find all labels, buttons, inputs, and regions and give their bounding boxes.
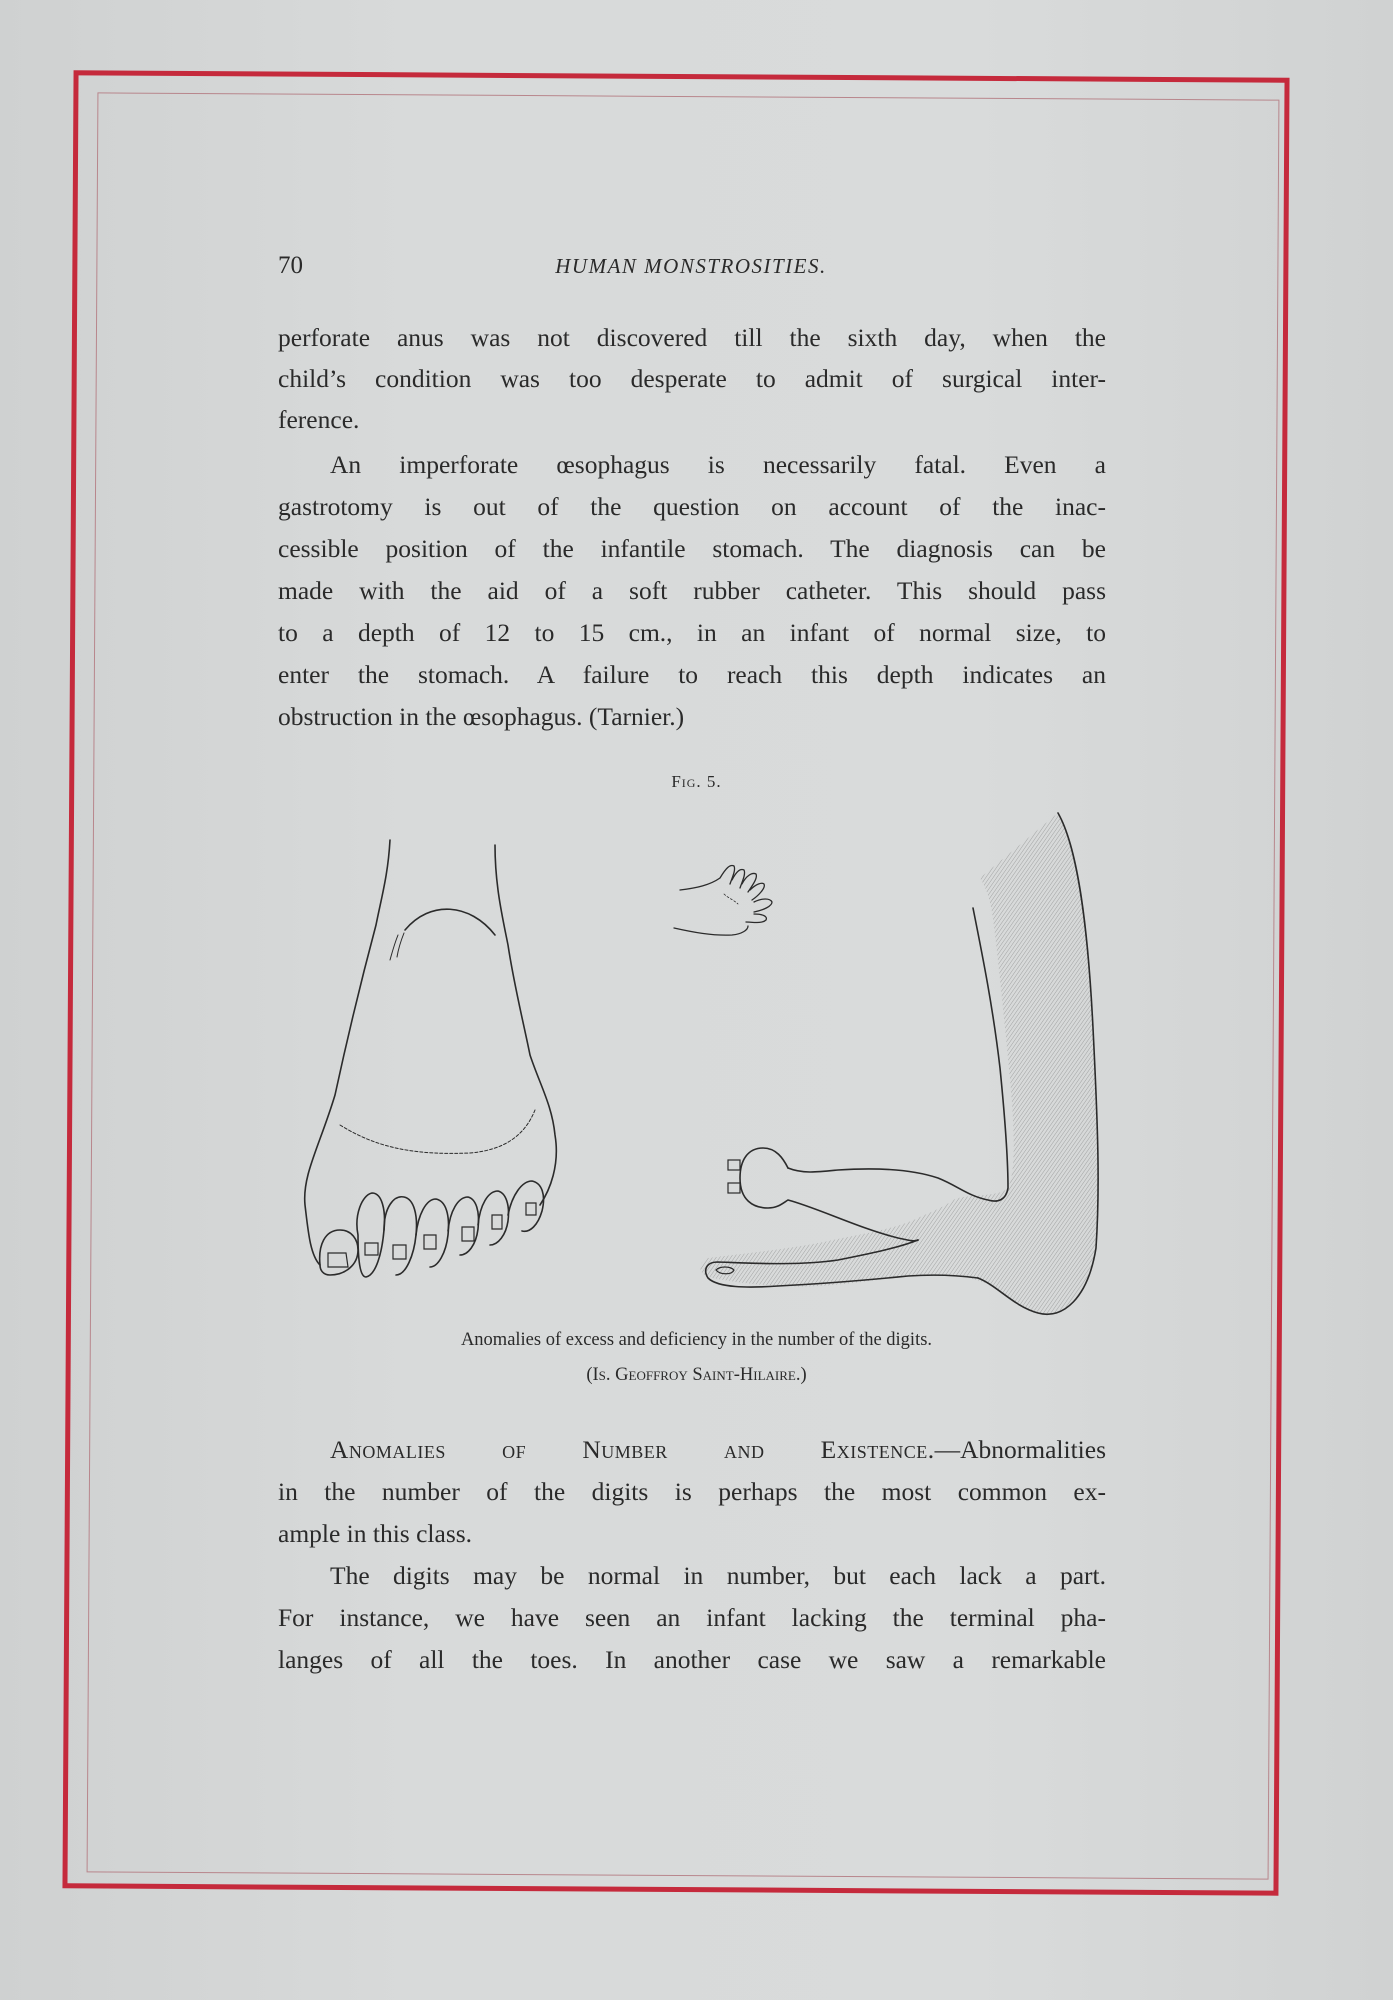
figure-caption-line-1: Anomalies of excess and deficiency in the number of the digits. bbox=[460, 1330, 933, 1350]
text-line: obstruction in the œsophagus. (Tarnier.) bbox=[278, 702, 685, 731]
deficient-limb-drawing bbox=[668, 808, 1108, 1323]
section-heading: Anomalies of Number and Existence. bbox=[330, 1435, 935, 1464]
text-line: child’s condition was too desperate to admit of surgical inter- bbox=[278, 364, 1106, 393]
figure-attribution: (Is. Geoffroy Saint-Hilaire.) bbox=[586, 1365, 807, 1385]
text-line: gastrotomy is out of the question on account of the inac- bbox=[278, 492, 1106, 521]
text-line: enter the stomach. A failure to reach this depth indicates an bbox=[278, 660, 1106, 689]
text-line: in the number of the digits is perhaps the most common ex- bbox=[278, 1477, 1106, 1506]
page-number: 70 bbox=[278, 252, 303, 279]
polydactyl-foot-drawing bbox=[290, 835, 570, 1285]
text-line: to a depth of 12 to 15 cm., in an infant of normal size, to bbox=[278, 618, 1106, 647]
text-line: langes of all the toes. In another case we saw a remarkable bbox=[278, 1645, 1106, 1674]
text-line: The digits may be normal in number, but each lack a part. bbox=[330, 1561, 1106, 1590]
text-line: ample in this class. bbox=[278, 1519, 473, 1548]
running-title: HUMAN MONSTROSITIES. bbox=[555, 254, 827, 278]
figure-caption-line-2 bbox=[0, 1365, 1393, 1386]
text-line: An imperforate œsophagus is necessarily fatal. Even a bbox=[330, 450, 1106, 479]
section-heading-continuation: —Abnormalities bbox=[934, 1435, 1106, 1464]
text-line: cessible position of the infantile stomach. The diagnosis can be bbox=[278, 534, 1106, 563]
text-line: ference. bbox=[278, 405, 360, 434]
section-heading-line bbox=[278, 1432, 1106, 1468]
text-line: made with the aid of a soft rubber catheter. This should pass bbox=[278, 576, 1106, 605]
running-head bbox=[278, 252, 1104, 286]
text-line: perforate anus was not discovered till the sixth day, when the bbox=[278, 323, 1106, 352]
figure-label: Fig. 5. bbox=[671, 772, 722, 791]
text-line: For instance, we have seen an infant lacking the terminal pha- bbox=[278, 1603, 1106, 1632]
